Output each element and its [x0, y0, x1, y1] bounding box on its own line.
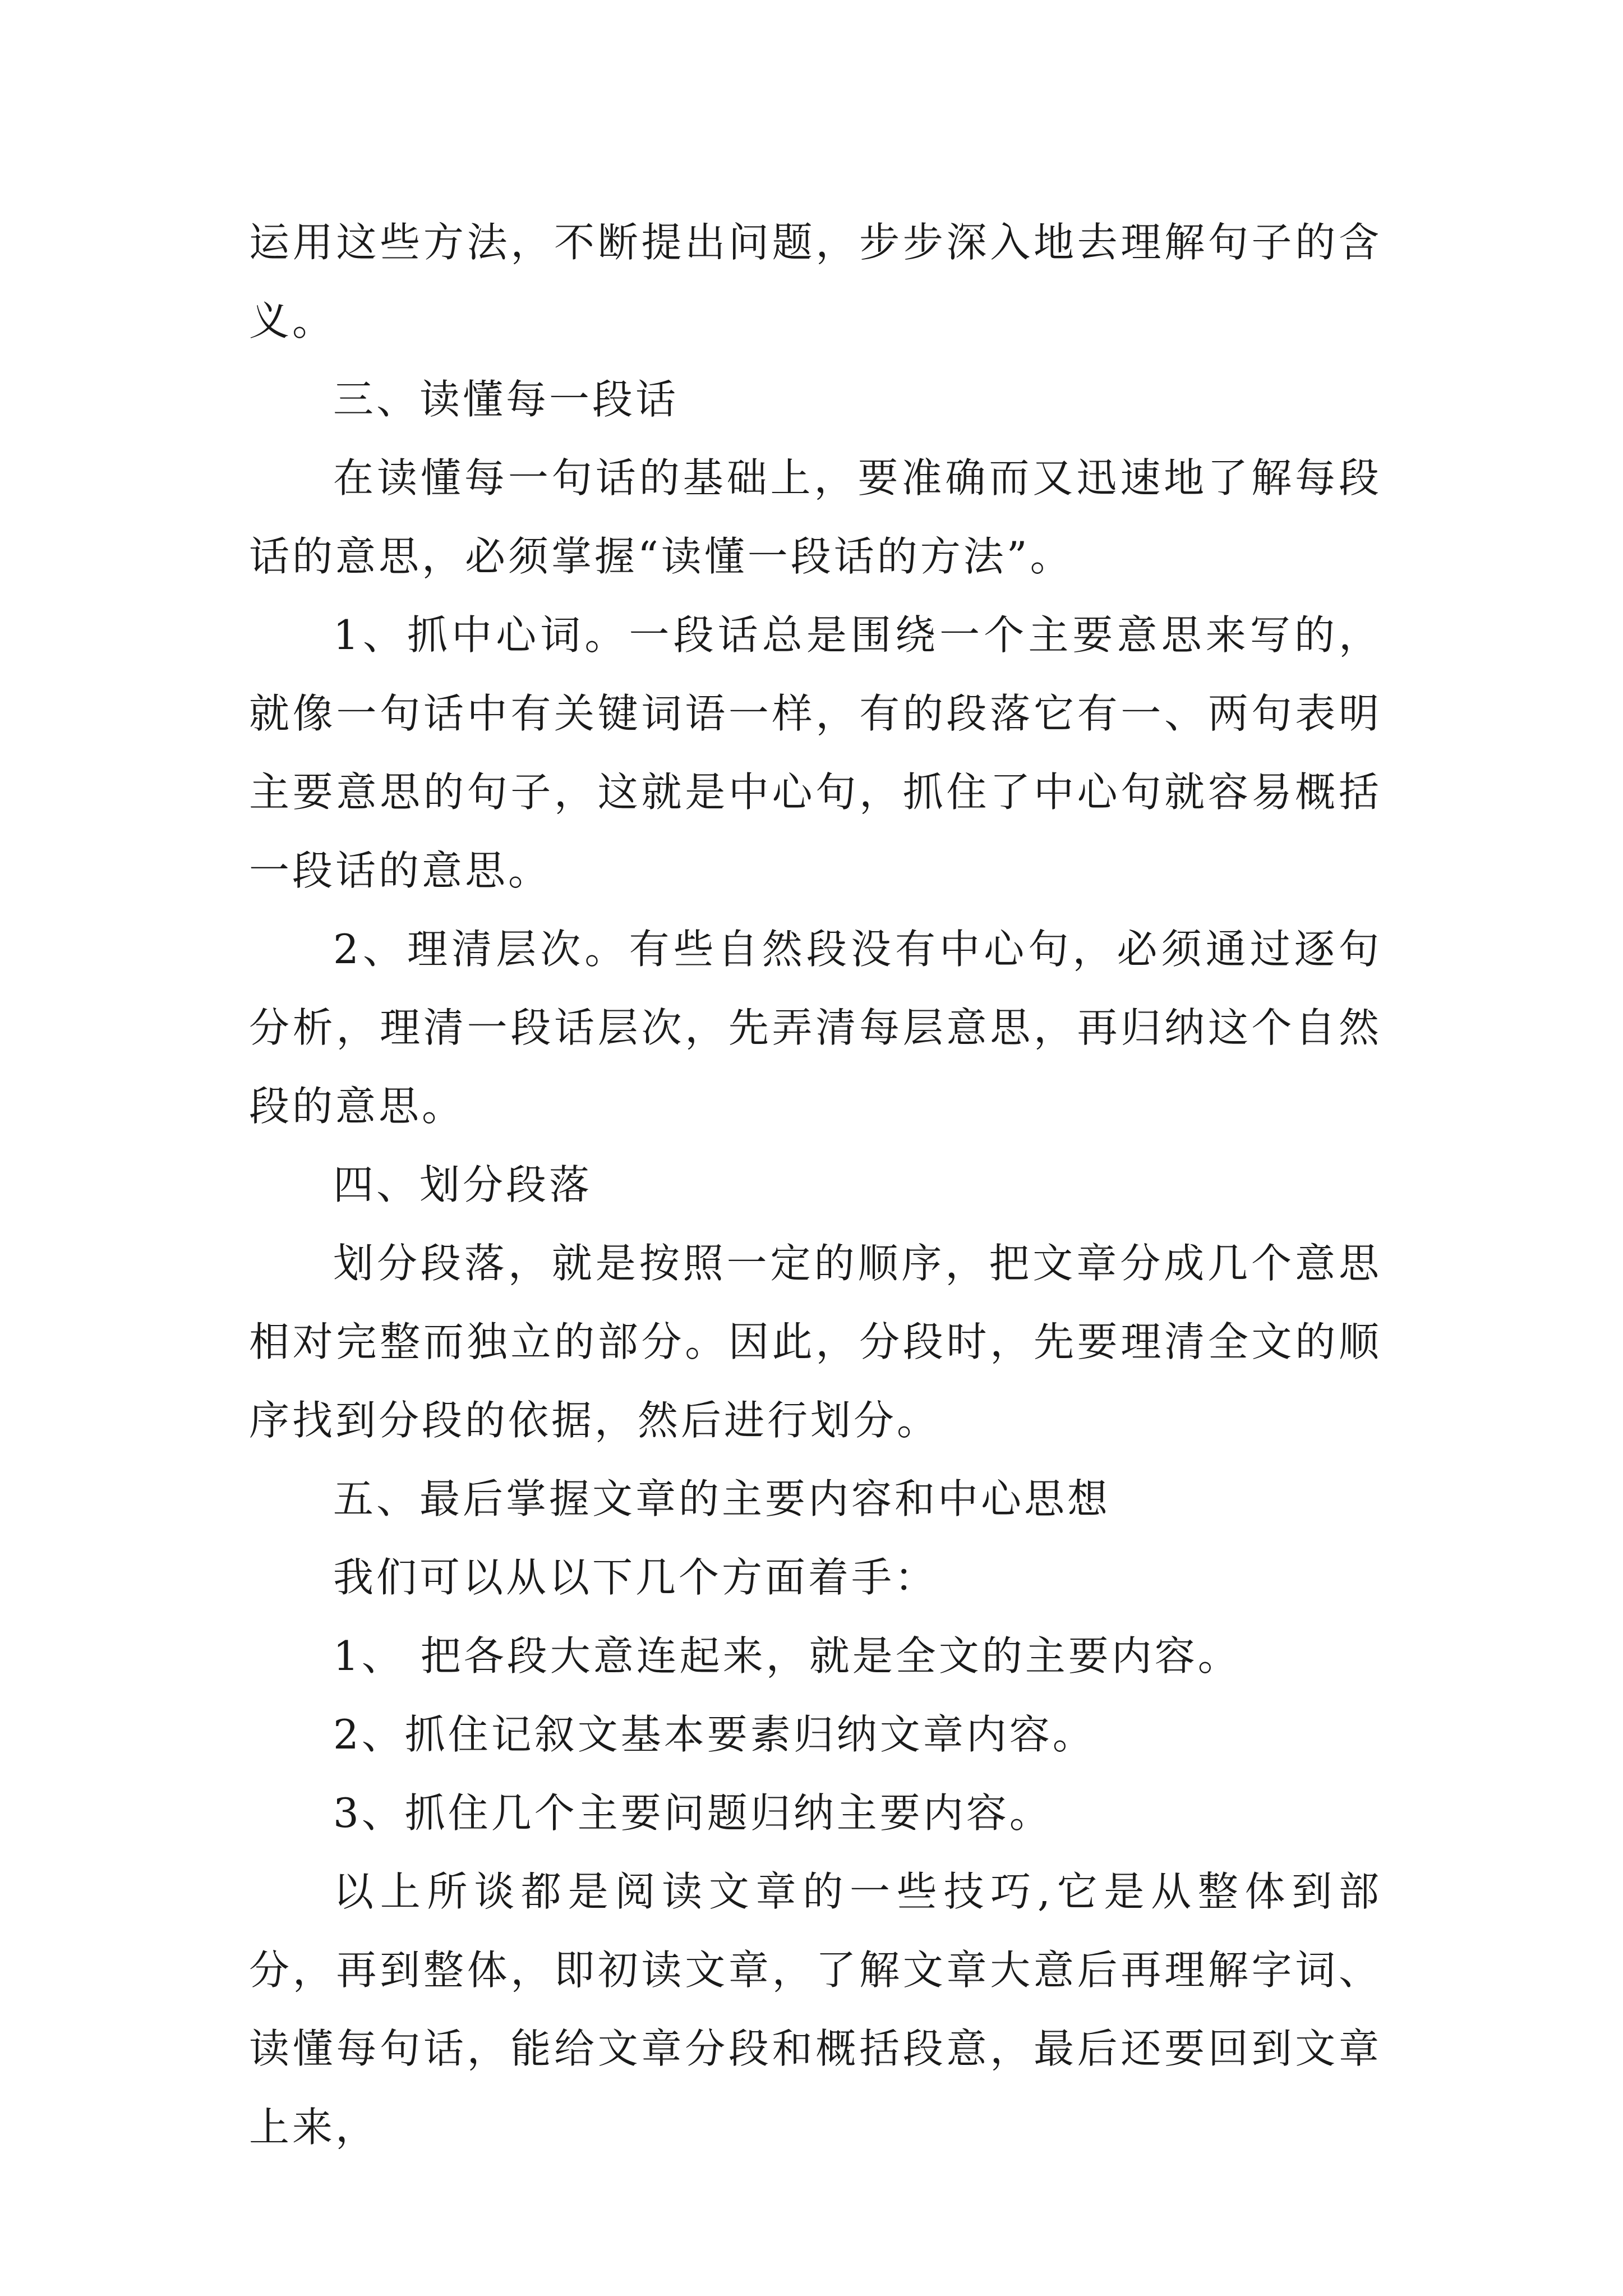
section-heading-4: 四、划分段落: [333, 1161, 593, 1208]
document-body: [249, 203, 1382, 2166]
paragraph: 在读懂每一句话的基础上，要准确而又迅速地了解每段话的意思，必须掌握“读懂一段话的方法”。: [249, 454, 1382, 580]
paragraph: 2、理清层次。有些自然段没有中心句，必须通过逐句分析，理清一段话层次，先弄清每层意思，再归纳这个自然段的意思。: [249, 926, 1382, 1130]
section-heading-5: 五、最后掌握文章的主要内容和中心思想: [333, 1475, 1111, 1522]
list-item: 1、 把各段大意连起来，就是全文的主要内容。: [333, 1632, 1241, 1680]
section-heading-3: 三、读懂每一段话: [333, 376, 679, 423]
paragraph: 划分段落，就是按照一定的顺序，把文章分成几个意思相对完整而独立的部分。因此，分段时，先要理清全文的顺序找到分段的依据，然后进行划分。: [249, 1240, 1382, 1444]
list-item: 3、抓住几个主要问题归纳主要内容。: [333, 1789, 1053, 1837]
paragraph-continuation: 运用这些方法，不断提出问题，步步深入地去理解句子的含义。: [249, 219, 1382, 344]
paragraph: 1、抓中心词。一段话总是围绕一个主要意思来写的，就像一句话中有关键词语一样，有的段落它有一、两句表明主要意思的句子，这就是中心句，抓住了中心句就容易概括一段话的意思。: [249, 611, 1382, 894]
paragraph: 我们可以从以下几个方面着手：: [333, 1554, 938, 1601]
list-item: 2、抓住记叙文基本要素归纳文章内容。: [333, 1711, 1096, 1758]
paragraph: 以上所谈都是阅读文章的一些技巧,它是从整体到部分，再到整体，即初读文章，了解文章大意后再理解字词、读懂每句话，能给文章分段和概括段意，最后还要回到文章上来，: [249, 1868, 1382, 2151]
